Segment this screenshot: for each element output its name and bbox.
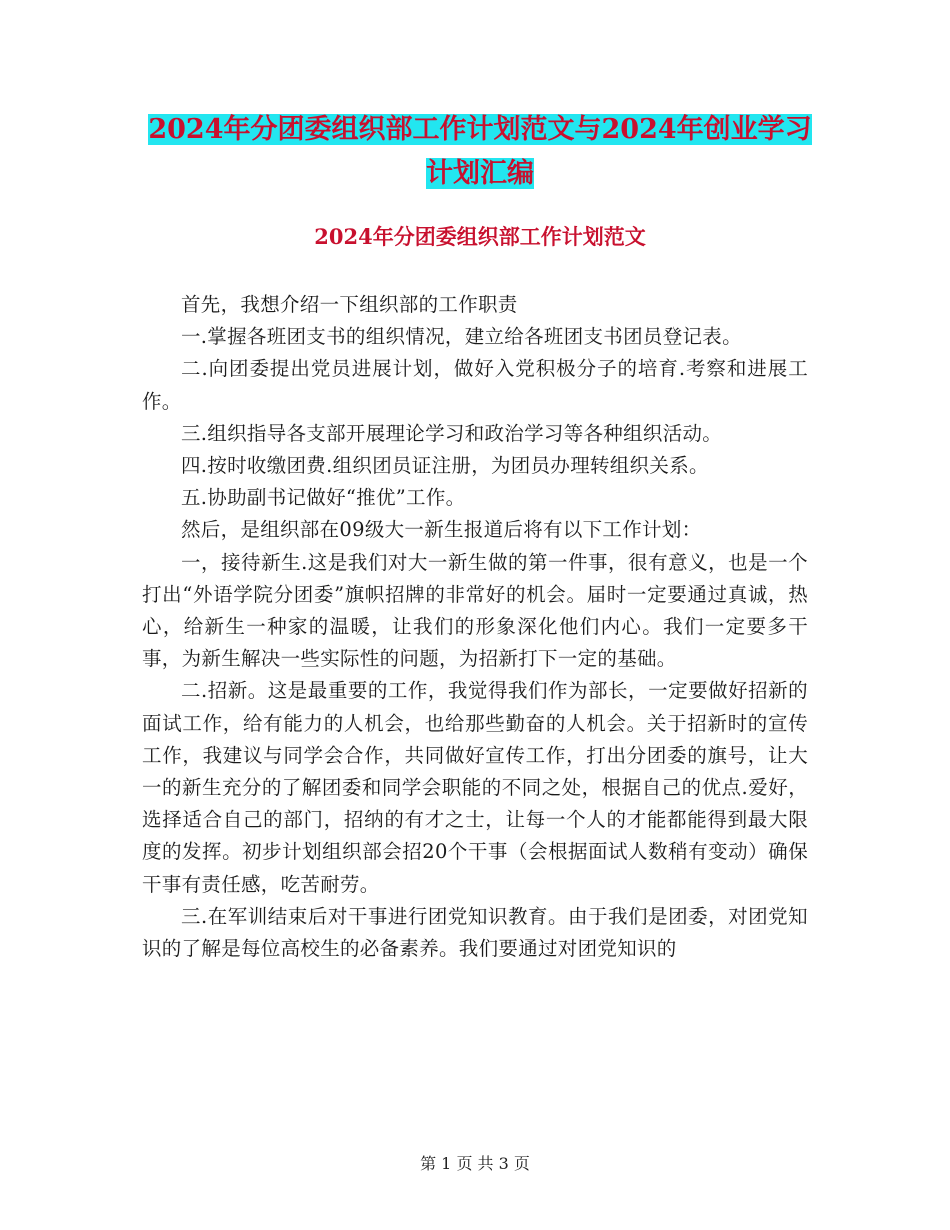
paragraph: 一.掌握各班团支书的组织情况，建立给各班团支书团员登记表。 (181, 325, 742, 349)
document-title-line-1: 2024年分团委组织部工作计划范文与2024年创业学习 (148, 114, 812, 145)
document-title (140, 108, 820, 196)
paragraph: 二.招新。这是最重要的工作，我觉得我们作为部长，一定要做好招新的面试工作，给有能力的人机会，也给那些勤奋的人机会。关于招新时的宣传工作，我建议与同学会合作，共同做好宣传工作，打出分团委的旗号，让大一的新生充分的了解团委和同学会职能的不同之处，根据自己的优点.爱好，选择适合自己的部门，招纳的有才之士，让每一个人的才能都能得到最大限度的发挥。初步计划组织部会招20个干事（会根据面试人数稍有变动）确保干事有责任感，吃苦耐劳。 (142, 679, 808, 896)
paragraph: 三.组织指导各支部开展理论学习和政治学习等各种组织活动。 (181, 421, 723, 445)
document-title-line-2: 计划汇编 (426, 158, 534, 189)
section-title: 2024年分团委组织部工作计划范文 (314, 224, 646, 249)
page-number-footer: 第 1 页 共 3 页 (420, 1154, 530, 1173)
paragraph: 然后，是组织部在09级大一新生报道后将有以下工作计划： (181, 518, 702, 542)
paragraph: 五.协助副书记做好“推优”工作。 (181, 486, 466, 510)
paragraph: 首先，我想介绍一下组织部的工作职责 (181, 293, 518, 316)
document-body (142, 289, 808, 965)
paragraph: 一，接待新生.这是我们对大一新生做的第一件事，很有意义，也是一个打出“外语学院分团委”旗帜招牌的非常好的机会。届时一定要通过真诚，热心，给新生一种家的温暖，让我们的形象深化他们内心。我们一定要多干事，为新生解决一些实际性的问题，为招新打下一定的基础。 (142, 550, 808, 671)
paragraph: 四.按时收缴团费.组织团员证注册，为团员办理转组织关系。 (181, 454, 709, 478)
paragraph: 三.在军训结束后对干事进行团党知识教育。由于我们是团委，对团党知识的了解是每位高校生的必备素养。我们要通过对团党知识的 (142, 904, 808, 961)
paragraph: 二.向团委提出党员进展计划，做好入党积极分子的培育.考察和进展工作。 (142, 357, 808, 413)
